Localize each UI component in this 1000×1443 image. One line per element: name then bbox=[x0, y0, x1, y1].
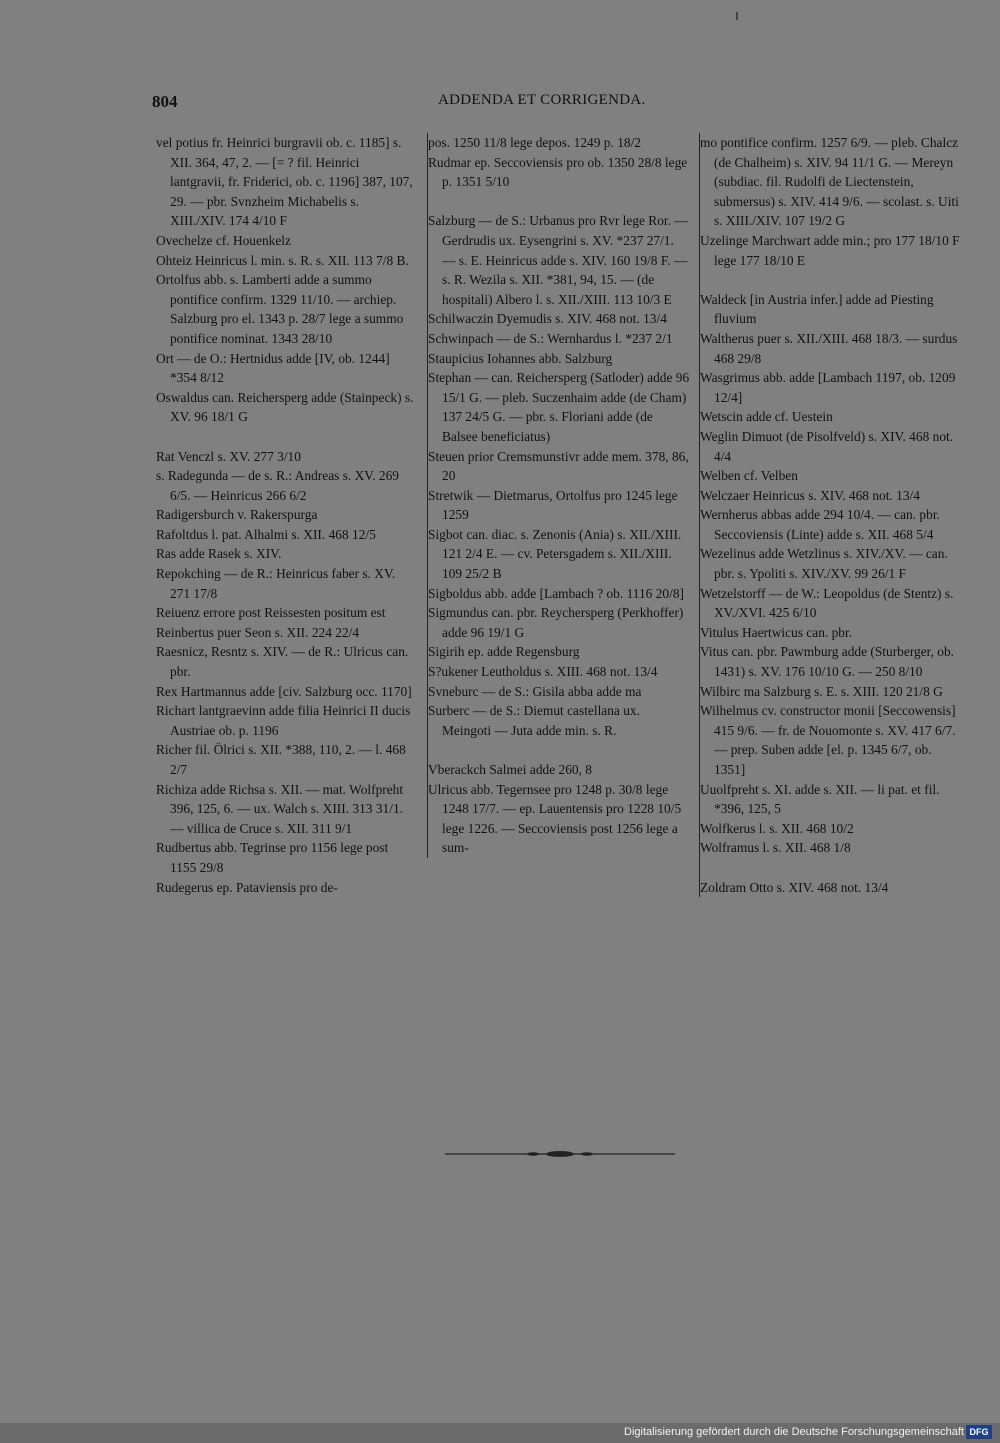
index-entry: Wasgrimus abb. adde [Lambach 1197, ob. 1209 12/4] bbox=[700, 370, 956, 405]
index-entry: Weglin Dimuot (de Pisolfveld) s. XIV. 468 not. 4/4 bbox=[700, 428, 954, 464]
index-entry: Welben cf. Velben bbox=[700, 468, 798, 484]
index-entry: Sigmundus can. pbr. Reychersperg (Perkhoffer) adde 96 19/1 G bbox=[428, 605, 684, 640]
scan-mark bbox=[736, 12, 738, 20]
index-entry: Wezelinus adde Wetzlinus s. XIV./XV. — can. pbr. s. Ypoliti s. XIV./XV. 99 26/1 F bbox=[700, 546, 948, 582]
index-entry: Ohteiz Heinricus l. min. s. R. s. XII. 113 7/8 B. bbox=[156, 252, 409, 268]
index-entry: s. Radegunda — de s. R.: Andreas s. XV. 269 6/5. — Heinricus 266 6/2 bbox=[156, 468, 399, 503]
index-entry: Waldeck [in Austria infer.] adde ad Piesting fluvium bbox=[700, 291, 934, 327]
index-entry: Richart lantgraevinn adde filia Heinrici II ducis Austriae ob. p. 1196 bbox=[156, 703, 411, 738]
index-entry: Welczaer Heinricus s. XIV. 468 not. 13/4 bbox=[700, 487, 920, 503]
index-entry: vel potius fr. Heinrici burgravii ob. c. 1185] s. XII. 364, 47, 2. — [= ? fil. Heinrici lantgravii, fr. Friderici, ob. c. 1196] 387, 107, 29. — pbr. Svnzheim Michabelis s. XIII./XIV. 174 4/10 F bbox=[156, 135, 413, 229]
index-entry: Ortolfus abb. s. Lamberti adde a summo pontifice confirm. 1329 11/10. — archiep. Salzburg pro el. 1343 p. 28/7 lege a summo pontifice nominat. 1343 28/10 bbox=[156, 272, 404, 346]
dfg-logo: DFG bbox=[966, 1425, 992, 1439]
index-entry: Rudbertus abb. Tegrinse pro 1156 lege post 1155 29/8 bbox=[156, 840, 389, 875]
index-entry: Wolframus l. s. XII. 468 1/8 bbox=[700, 840, 851, 856]
index-entry: Wilhelmus cv. constructor monii [Seccowensis] 415 9/6. — fr. de Nouomonte s. XV. 417 6/7. — prep. Suben adde [el. p. 1345 6/7, ob. 1351] bbox=[700, 703, 956, 777]
index-entry: Sigboldus abb. adde [Lambach ? ob. 1116 20/8] bbox=[428, 585, 684, 601]
index-entry: Richer fil. Ölrici s. XII. *388, 110, 2. — l. 468 2/7 bbox=[156, 742, 406, 777]
index-entry: Salzburg — de S.: Urbanus pro Rvr lege Ror. — Gerdrudis ux. Eysengrini s. XV. *237 27/1. — s. E. Heinricus adde s. XIV. 160 19/8 F. — s. R. Wezila s. XII. *381, 94, 15. — (de hospitali) Albero l. s. XII./XIII. 113 10/3 E bbox=[428, 213, 688, 307]
section-gap bbox=[428, 740, 690, 760]
index-entry: Schilwaczin Dyemudis s. XIV. 468 not. 13/4 bbox=[428, 311, 667, 327]
index-entry: Vberackch Salmei adde 260, 8 bbox=[428, 762, 592, 777]
index-entry: Waltherus puer s. XII./XIII. 468 18/3. — surdus 468 29/8 bbox=[700, 330, 958, 366]
index-entry: Rudegerus ep. Pataviensis pro de- bbox=[156, 879, 338, 895]
index-entry: Wetscin adde cf. Uestein bbox=[700, 409, 833, 425]
index-entry: Wernherus abbas adde 294 10/4. — can. pbr. Seccoviensis (Linte) adde s. XII. 468 5/4 bbox=[700, 507, 940, 542]
index-entry: Surberc — de S.: Diemut castellana ux. Meingoti — Juta adde min. s. R. bbox=[428, 703, 640, 738]
index-entry: pos. 1250 11/8 lege depos. 1249 p. 18/2 bbox=[428, 135, 641, 150]
index-entry: Uzelinge Marchwart adde min.; pro 177 18/10 F lege 177 18/10 E bbox=[700, 232, 960, 268]
index-entry: Sigbot can. diac. s. Zenonis (Ania) s. XII./XIII. 121 2/4 E. — cv. Petersgadem s. XII./XIII. 109 25/2 B bbox=[428, 526, 682, 582]
index-entry: Zoldram Otto s. XIV. 468 not. 13/4 bbox=[700, 879, 889, 895]
section-gap bbox=[156, 427, 416, 447]
index-entry: Schwinpach — de S.: Wernhardus l. *237 2/1 bbox=[428, 330, 673, 346]
index-entry: Wetzelstorff — de W.: Leopoldus (de Stentz) s. XV./XVI. 425 6/10 bbox=[700, 585, 954, 621]
index-entry: Ulricus abb. Tegernsee pro 1248 p. 30/8 lege 1248 17/7. — ep. Lauentensis pro 1228 10/5 lege 1226. — Seccoviensis post 1256 lege a sum- bbox=[428, 781, 682, 856]
index-entry: Radigersburch v. Rakerspurga bbox=[156, 507, 318, 523]
index-entry: Sigirih ep. adde Regensburg bbox=[428, 644, 580, 660]
index-entry: Wolfkerus l. s. XII. 468 10/2 bbox=[700, 820, 854, 836]
index-entry: Reinbertus puer Seon s. XII. 224 22/4 bbox=[156, 624, 360, 640]
index-entry: Steuen prior Cremsmunstivr adde mem. 378, 86, 20 bbox=[428, 448, 689, 484]
index-entry: Rat Venczl s. XV. 277 3/10 bbox=[156, 448, 301, 464]
end-ornament bbox=[445, 1150, 675, 1158]
index-entry: Ovechelze cf. Houenkelz bbox=[156, 232, 291, 248]
index-entry: Raesnicz, Resntz s. XIV. — de R.: Ulricus can. pbr. bbox=[156, 644, 409, 680]
index-entry: Richiza adde Richsa s. XII. — mat. Wolfpreht 396, 125, 6. — ux. Walch s. XIII. 313 31/1. — villica de Cruce s. XII. 311 9/1 bbox=[156, 781, 404, 836]
column-left bbox=[156, 133, 416, 897]
index-entry: Rex Hartmannus adde [civ. Salzburg occ. 1170] bbox=[156, 683, 412, 699]
index-entry: Uuolfpreht s. XI. adde s. XII. — li pat. et fil. *396, 125, 5 bbox=[700, 781, 940, 817]
index-entry: mo pontifice confirm. 1257 6/9. — pleb. Chalcz (de Chalheim) s. XIV. 94 11/1 G. — Mereyn (subdiac. fil. Rudolfi de Liectenstein, submersus) s. XIV. 414 9/6. — scolast. s. Uiti s. XIII./XIV. 107 19/2 G bbox=[700, 135, 959, 229]
index-entry: Repokching — de R.: Heinricus faber s. XV. 271 17/8 bbox=[156, 566, 396, 601]
running-title: ADDENDA ET CORRIGENDA. bbox=[438, 92, 646, 108]
digitization-credit: Digitalisierung gefördert durch die Deutsche Forschungsgemeinschaft bbox=[624, 1426, 964, 1438]
page-number: 804 bbox=[152, 92, 178, 111]
index-entry: Rafoltdus l. pat. Alhalmi s. XII. 468 12/5 bbox=[156, 526, 376, 542]
index-entry: Wilbirc ma Salzburg s. E. s. XIII. 120 21/8 G bbox=[700, 683, 943, 699]
index-entry: Stretwik — Dietmarus, Ortolfus pro 1245 lege 1259 bbox=[428, 487, 678, 523]
section-gap bbox=[700, 858, 962, 878]
index-entry: Rudmar ep. Seccoviensis pro ob. 1350 28/8 lege p. 1351 5/10 bbox=[428, 154, 688, 190]
section-gap bbox=[700, 270, 962, 290]
index-entry: Stephan — can. Reichersperg (Satloder) adde 96 15/1 G. — pleb. Suczenhaim adde (de Cham) 137 24/5 G. — pbr. s. Floriani adde (de Balsee beneficiatus) bbox=[428, 370, 690, 444]
index-entry: Vitus can. pbr. Pawmburg adde (Sturberger, ob. 1431) s. XV. 176 10/10 G. — 250 8/10 bbox=[700, 644, 955, 680]
index-entry: Svneburc — de S.: Gisila abba adde ma bbox=[428, 683, 642, 699]
index-entry: Oswaldus can. Reichersperg adde (Stainpeck) s. XV. 96 18/1 G bbox=[156, 389, 414, 425]
index-entry: Vitulus Haertwicus can. pbr. bbox=[700, 624, 853, 640]
index-entry: Staupicius Iohannes abb. Salzburg bbox=[428, 350, 613, 366]
index-entry: Ort — de O.: Hertnidus adde [IV, ob. 1244] *354 8/12 bbox=[156, 350, 390, 386]
column-middle bbox=[427, 133, 690, 858]
section-gap bbox=[428, 192, 690, 212]
index-entry: Reiuenz errore post Reissesten positum est bbox=[156, 605, 386, 621]
index-entry: S?ukener Leutholdus s. XIII. 468 not. 13/4 bbox=[428, 664, 658, 680]
index-entry: Ras adde Rasek s. XIV. bbox=[156, 546, 282, 562]
column-right bbox=[699, 133, 962, 897]
